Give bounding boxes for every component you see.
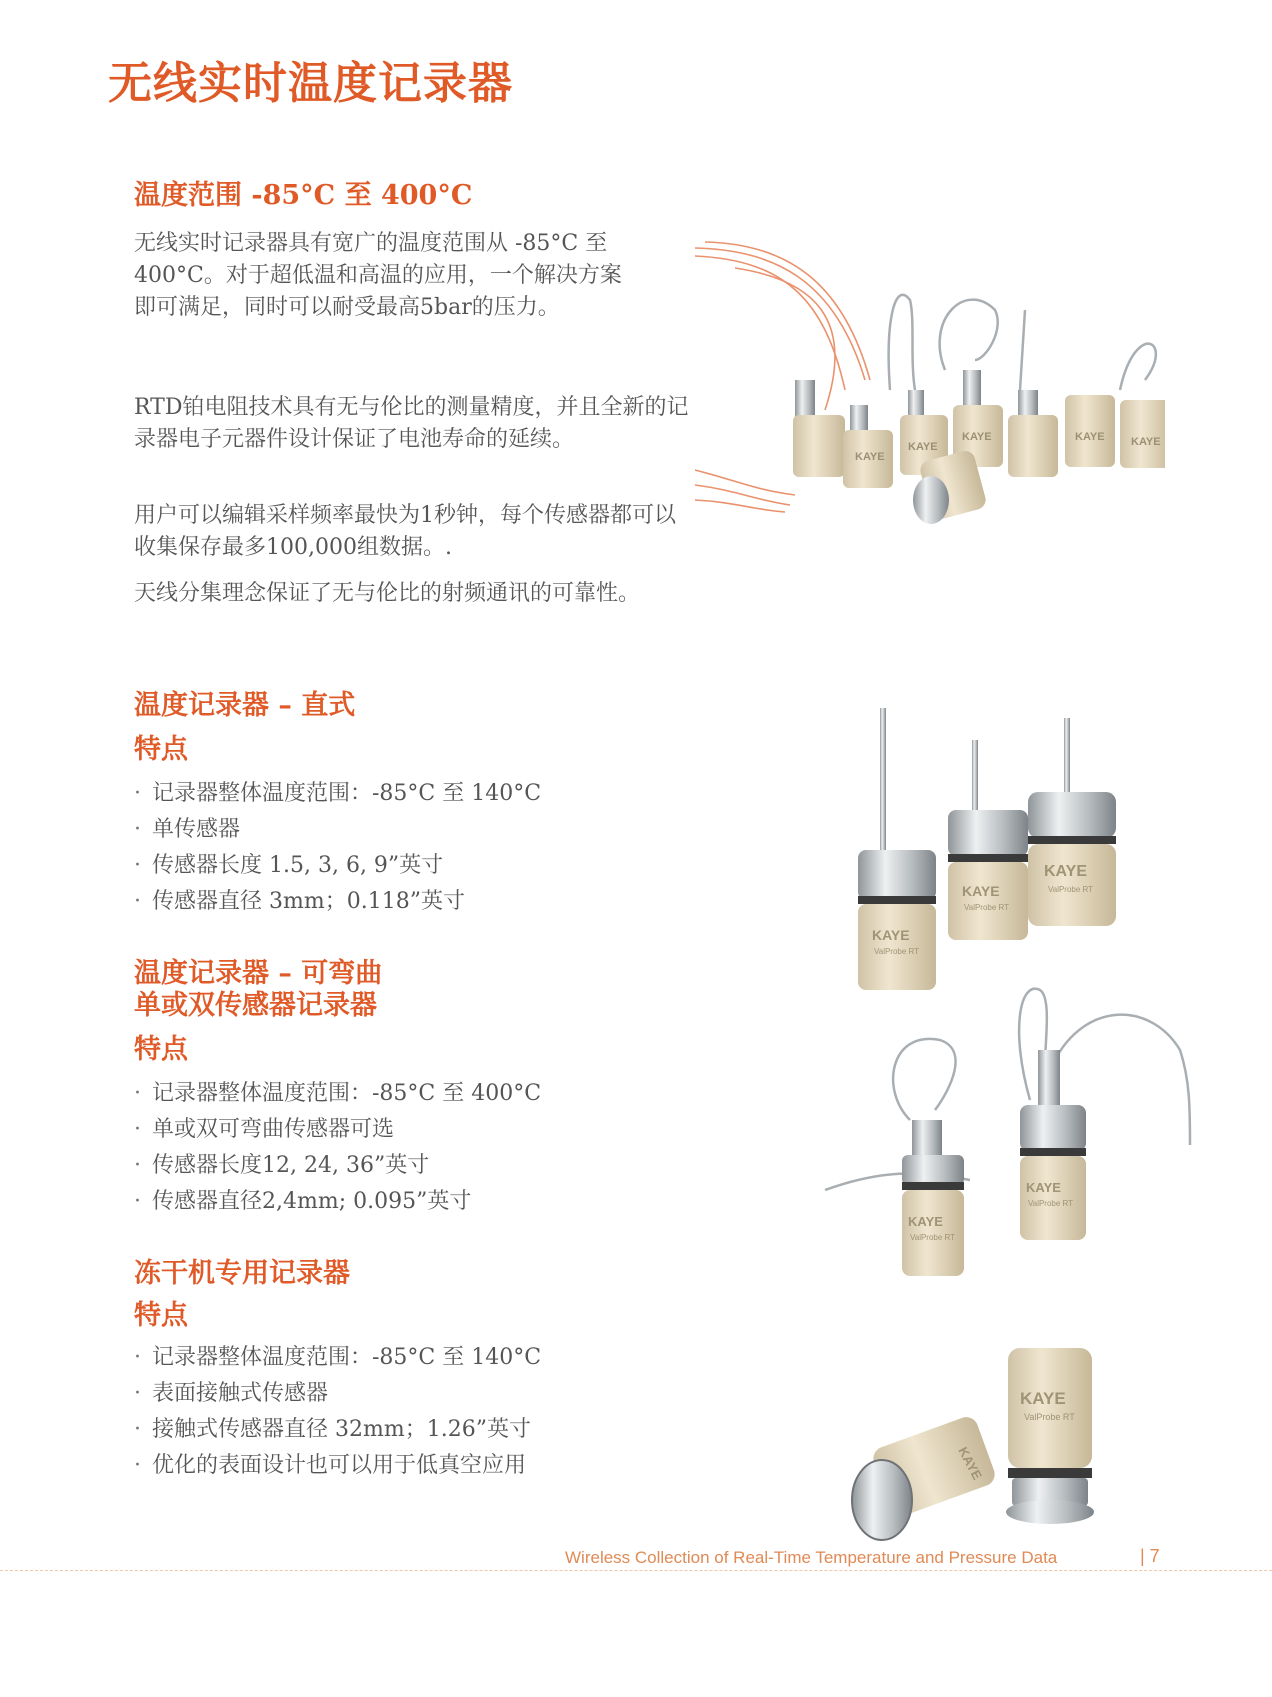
list-item: · 记录器整体温度范围：-85°C 至 140°C [134,781,542,806]
intro-heading: 温度范围 -85°C 至 400°C [134,180,473,211]
feature-text: 接触式传感器直径 32mm；1.26”英寸 [152,1417,531,1442]
list-item: · 接触式传感器直径 32mm；1.26”英寸 [134,1417,531,1442]
freeze-dryer-product-image [840,1340,1100,1550]
freeze-dryer-image-model: ValProbe RT [1024,1412,1075,1422]
straight-image-brand-1: KAYE [872,927,910,943]
intro-image-brand-5: KAYE [1131,436,1161,448]
feature-text: 记录器整体温度范围：-85°C 至 400°C [152,1081,542,1106]
list-item: · 表面接触式传感器 [134,1381,329,1406]
flexible-heading-line2: 单或双传感器记录器 [134,990,377,1021]
intro-product-image [695,240,1165,560]
intro-image-brand-2: KAYE [908,441,938,453]
freeze-dryer-image-brand-1: KAYE [1020,1389,1066,1408]
intro-image-brand-4: KAYE [1075,431,1105,443]
straight-heading: 温度记录器 – 直式 [134,690,356,721]
list-item: · 优化的表面设计也可以用于低真空应用 [134,1453,527,1478]
list-item: · 单传感器 [134,817,241,842]
straight-features-label: 特点 [134,734,188,765]
intro-paragraph-1: 无线实时记录器具有宽广的温度范围从 -85°C 至 400°C。对于超低温和高温的应用，一个解决方案即可满足，同时可以耐受最高5bar的压力。 [134,231,622,320]
straight-feature-list [134,776,541,920]
feature-text: 传感器长度12, 24, 36”英寸 [152,1153,430,1178]
flexible-image-model-1: ValProbe RT [910,1233,956,1242]
intro-paragraph-3: 用户可以编辑采样频率最快为1秒钟，每个传感器都可以收集保存最多100,000组数据。. [134,503,676,560]
list-item: · 记录器整体温度范围：-85°C 至 140°C [134,1345,542,1370]
straight-image-model-2: ValProbe RT [964,903,1010,912]
list-item: · 传感器直径2,4mm; 0.095”英寸 [134,1189,472,1214]
freeze-dryer-features-label: 特点 [134,1300,188,1331]
intro-paragraph-4: 天线分集理念保证了无与伦比的射频通讯的可靠性。 [134,581,641,606]
intro-paragraph-2: RTD铂电阻技术具有无与伦比的测量精度，并且全新的记录器电子元器件设计保证了电池寿命的延续。 [134,395,689,452]
footer-divider [0,1570,1272,1571]
footer-text: Wireless Collection of Real-Time Temperature and Pressure Data [565,1548,1058,1567]
freeze-dryer-feature-list [134,1340,541,1484]
feature-text: 传感器直径 3mm；0.118”英寸 [152,889,465,914]
flexible-heading-line1: 温度记录器 – 可弯曲 [134,958,383,989]
flexible-image-model-2: ValProbe RT [1028,1199,1074,1208]
list-item: · 单或双可弯曲传感器可选 [134,1117,395,1142]
flexible-product-image [820,970,1200,1300]
straight-image-brand-2: KAYE [962,883,1000,899]
feature-text: 记录器整体温度范围：-85°C 至 140°C [152,781,542,806]
freeze-dryer-image-brand-2: KAYE [955,1444,985,1483]
list-item: · 传感器长度12, 24, 36”英寸 [134,1153,430,1178]
feature-text: 传感器直径2,4mm; 0.095”英寸 [152,1189,472,1214]
feature-text: 传感器长度 1.5, 3, 6, 9”英寸 [152,853,444,878]
flexible-image-brand-1: KAYE [908,1214,943,1229]
feature-text: 优化的表面设计也可以用于低真空应用 [152,1453,527,1478]
freeze-dryer-heading: 冻干机专用记录器 [134,1258,350,1289]
feature-text: 单或双可弯曲传感器可选 [152,1117,395,1142]
straight-image-model-1: ValProbe RT [874,947,920,956]
list-item: · 传感器长度 1.5, 3, 6, 9”英寸 [134,853,444,878]
intro-image-brand-3: KAYE [962,431,992,443]
feature-text: 表面接触式传感器 [152,1381,329,1406]
straight-image-model-3: ValProbe RT [1048,885,1094,894]
page-number: | 7 [1140,1546,1160,1566]
intro-image-brand-1: KAYE [855,451,885,463]
feature-text: 记录器整体温度范围：-85°C 至 140°C [152,1345,542,1370]
flexible-image-brand-2: KAYE [1026,1180,1061,1195]
list-item: · 传感器直径 3mm；0.118”英寸 [134,889,465,914]
page-title: 无线实时温度记录器 [108,58,513,109]
feature-text: 单传感器 [152,817,241,842]
straight-product-image [830,700,1130,1000]
flexible-features-label: 特点 [134,1034,188,1065]
list-item: · 记录器整体温度范围：-85°C 至 400°C [134,1081,542,1106]
straight-image-brand-3: KAYE [1044,863,1087,880]
flexible-feature-list [134,1076,541,1220]
